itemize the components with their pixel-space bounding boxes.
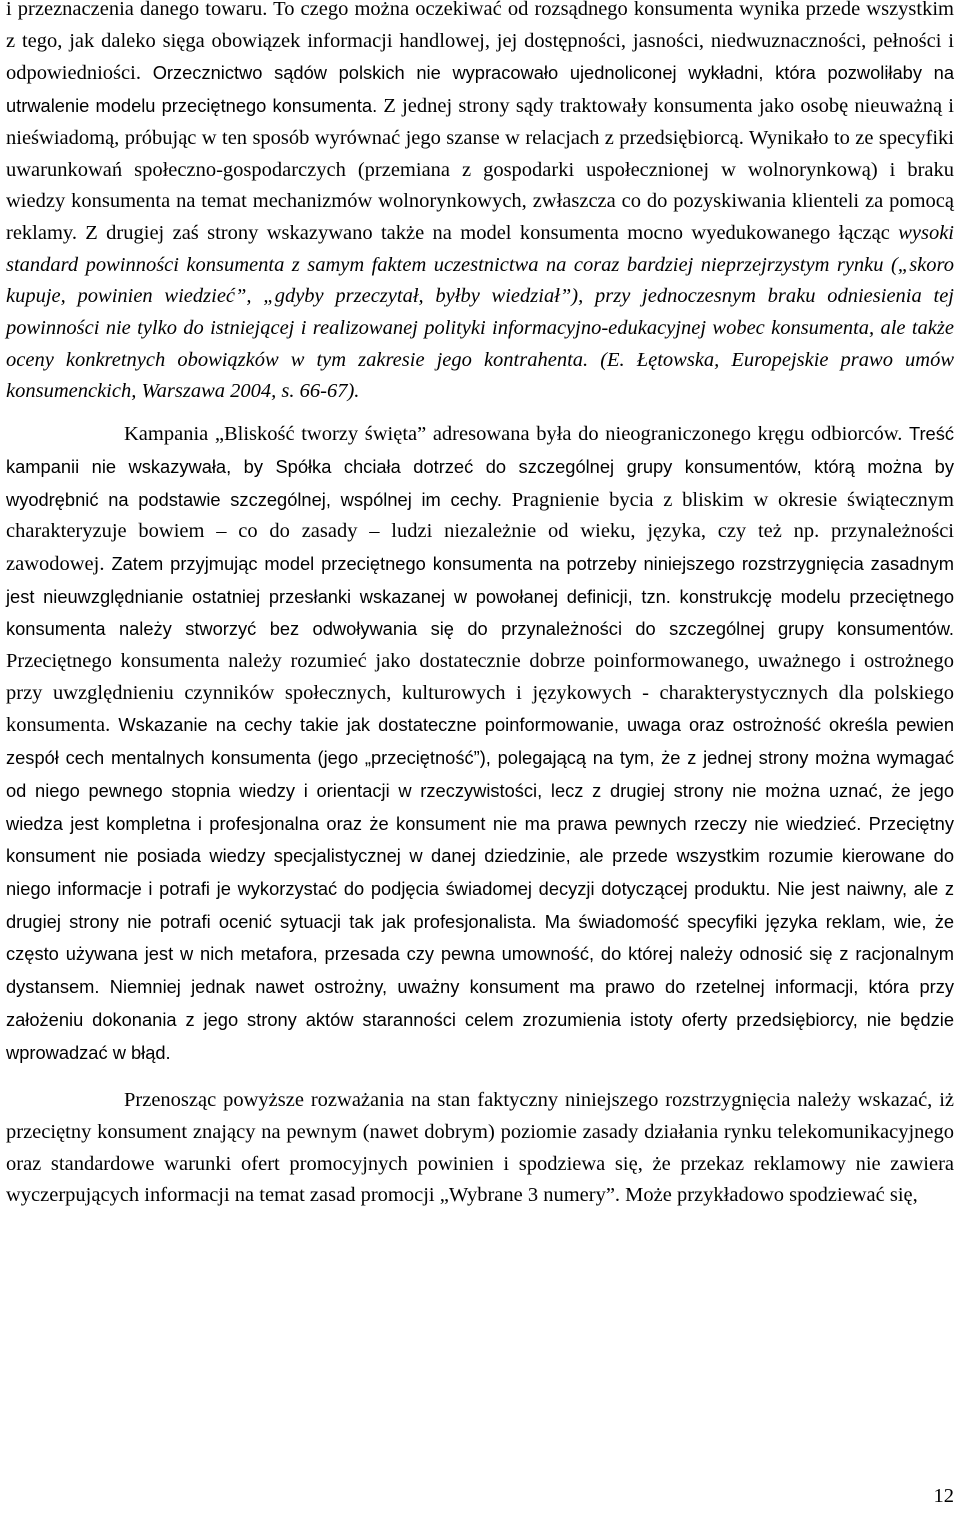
document-body <box>6 0 954 1212</box>
paragraph2-campaign-intro: Kampania „Bliskość tworzy święta” adresowana była do nieograniczonego kręgu odbiorców. <box>124 423 909 446</box>
paragraph2-target-group: Treść kampanii nie wskazywała, by Spółka chciała dotrzeć do szczególnej grupy konsumentów, którą można by wyodrębnić na podstawie szczególnej, wspólnej im cechy. <box>6 423 954 510</box>
paragraph3-text: Przenosząc powyższe rozważania na stan faktyczny niniejszego rozstrzygnięcia należy wskazać, iż przeciętny konsument znający na pewnym (nawet dobrym) poziomie zasady działania rynku telekomunikacyjnego oraz standardowe warunki ofert promocyjnych powinien i spodziewa się, że przekaz reklamowy nie zawiera wyczerpujących informacji na temat zasad promocji „Wybrane 3 numery”. Może przykładowo spodziewać się, <box>6 1089 954 1207</box>
paragraph2-average-consumer: Przeciętnego konsumenta należy rozumieć jako dostatecznie dobrze poinformowanego, uważnego i ostrożnego przy uwzględnieniu czynników społecznych, kulturowych i językowych - charakterystycznych dla polskiego konsumenta. <box>6 650 954 737</box>
paragraph1-citation: wysoki standard powinności konsumenta z samym faktem uczestnictwa na coraz bardziej nieprzejrzystym rynku („skoro kupuje, powinien wiedzieć”, „gdyby przeczytał, byłby wiedział”), przy jednoczesnym braku odniesienia tej powinności nie tylko do istniejącej i realizowanej polityki informacyjno-edukacyjnej wobec konsumenta, ale także oceny konkretnych obowiązków w tym zakresie jego kontrahenta. (E. Łętowska, Europejskie prawo umów konsumenckich, Warszawa 2004, s. 66-67). <box>6 221 954 403</box>
paragraph1-opening: i przeznaczenia danego towaru. To czego można oczekiwać od rozsądnego konsumenta wynika przede wszystkim z tego, jak daleko sięga obowiązek informacji handlowej, jej dostępności, jasności, niedwuznaczności, pełności i odpowiedniości. <box>6 0 954 85</box>
paragraph2-consumer-traits: Wskazanie na cechy takie jak dostateczne poinformowanie, uwaga oraz ostrożność określa pewien zespół cech mentalnych konsumenta (jego „przeciętność”), polegającą na tym, że z jednej strony można wymagać od niego pewnego stopnia wiedzy i orientacji w rzeczywistości, lecz z drugiej strony nie można uznać, że jego wiedza jest kompletna i profesjonalna oraz że konsument nie ma prawa pewnych rzeczy nie wiedzieć. Przeciętny konsument nie posiada wiedzy specjalistycznej w danej dziedzinie, ale przede wszystkim rozumie kierowane do niego informacje i potrafi je wykorzystać do podjęcia świadomej decyzji dotyczącej produktu. Nie jest naiwny, ale z drugiej strony nie potrafi ocenić sytuacji tak jak profesjonalista. Ma świadomość specyfiki języka reklam, wie, że często używana jest w nich metafora, przesada czy pewna umowność, do której należy odnosić się z racjonalnym dystansem. Niemniej jednak nawet ostrożny, uważny konsument ma prawo do rzetelnej informacji, która przy założeniu dokonania z jego strony aktów staranności celem zrozumienia istoty oferty przedsiębiorcy, nie będzie wprowadzać w błąd. <box>6 714 954 1063</box>
paragraph1-case-law: Orzecznictwo sądów polskich nie wypracowało ujednoliconej wykładni, która pozwoliłaby na utrwalenie modelu przeciętnego konsumenta. <box>6 62 954 117</box>
page-number: 12 <box>933 1485 954 1507</box>
paragraph-application <box>6 1085 954 1212</box>
paragraph2-model-adoption: Zatem przyjmując model przeciętnego konsumenta na potrzeby niniejszego rozstrzygnięcia zasadnym jest nieuwzględnianie ostatniej przesłanki wskazanej w powołanej definicji, tzn. konstrukcję modelu przeciętnego konsumenta należy stworzyć bez odwoływania się do przynależności do szczególnej grupy konsumentów. <box>6 552 954 640</box>
paragraph-campaign <box>6 418 954 1069</box>
paragraph2-holiday-desire: Pragnienie bycia z bliskim w okresie świątecznym charakteryzuje bowiem – co do zasady – ludzi niezależnie od wieku, języka, czy też np. przynależności zawodowej. <box>6 488 955 575</box>
paragraph1-courts-view: Z jednej strony sądy traktowały konsumenta jako osobę nieuważną i nieświadomą, próbując w ten sposób wyrównać jego szanse w relacjach z przedsiębiorcą. Wynikało to ze specyfiki uwarunkowań społeczno-gospodarczych (przemiana z gospodarki uspołecznionej w wolnorynkową) i braku wiedzy konsumenta na temat mechanizmów wolnorynkowych, zwłaszcza co do pozyskiwania klienteli za pomocą reklamy. Z drugiej zaś strony wskazywano także na model konsumenta mocno wyedukowanego łącząc <box>6 95 954 244</box>
paragraph-consumer-standard <box>6 0 954 408</box>
